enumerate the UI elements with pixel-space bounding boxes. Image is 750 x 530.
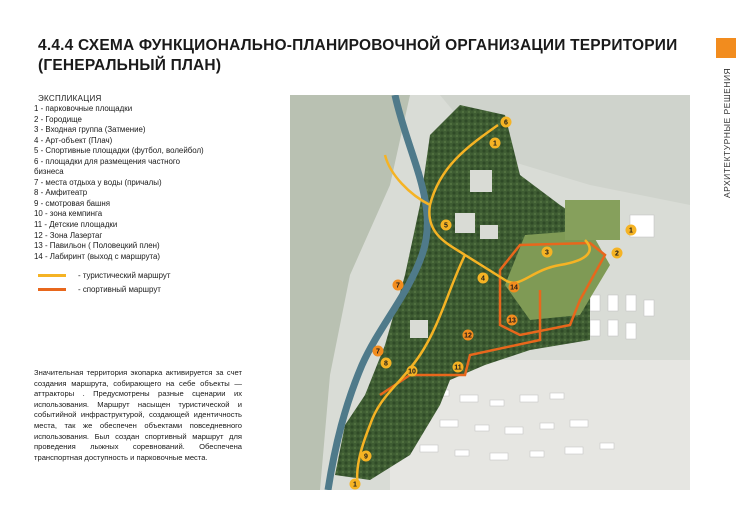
map-marker (453, 362, 464, 373)
legend-heading: ЭКСПЛИКАЦИЯ (38, 94, 102, 103)
legend-item: 14 - Лабиринт (выход с маршрута) (34, 251, 161, 261)
svg-text:4: 4 (481, 275, 485, 283)
map-marker (373, 346, 384, 357)
legend-item: 6 - площадки для размещения частного бизнеса (34, 156, 181, 177)
legend-item: 5 - Спортивные площадки (футбол, волейбол) (34, 146, 204, 156)
page-title-line-1: 4.4.4 СХЕМА ФУНКЦИОНАЛЬНО-ПЛАНИРОВОЧНОЙ ОРГАНИЗАЦИИ ТЕРРИТОРИИ (38, 37, 678, 54)
page-title-line-2: (ГЕНЕРАЛЬНЫЙ ПЛАН) (38, 57, 222, 74)
legend-list (34, 104, 264, 262)
page-title (38, 36, 678, 76)
legend-item: 1 - парковочные площадки (34, 104, 133, 113)
legend-route-tourist (38, 271, 170, 280)
svg-text:13: 13 (508, 317, 516, 325)
master-plan-map (290, 95, 690, 490)
legend-item: 11 - Детские площадки (34, 220, 118, 230)
svg-text:7: 7 (376, 348, 380, 356)
map-marker (441, 220, 452, 231)
svg-text:1: 1 (353, 481, 357, 489)
svg-text:5: 5 (444, 222, 448, 230)
sport-route-label: - спортивный маршрут (78, 285, 161, 294)
svg-text:7: 7 (396, 282, 400, 290)
map-marker (478, 273, 489, 284)
legend-route-sport (38, 285, 161, 294)
section-side-label: АРХИТЕКТУРНЫЕ РЕШЕНИЯ (722, 67, 732, 198)
map-marker (626, 225, 637, 236)
map-marker (501, 117, 512, 128)
description-text: Значительная территория экопарка активируется за счет создания маршрута, собирающего на себе объекты — аттракторы . Предусмотрены разные сценарии их использования. Маршрут насыщен туристической и событийной инфраструктурой, создающей идентичность места, так же обеспечен объектами повседневного использования. Был создан спортивный маршрут для проведения лыжных соревнований. Обеспечена транспортная доступность и парковочные места. (34, 368, 242, 462)
legend-item: 13 - Павильон ( Половецкий плен) (34, 241, 160, 251)
legend-item: 10 - зона кемпинга (34, 209, 103, 219)
svg-text:2: 2 (615, 250, 619, 258)
svg-text:11: 11 (454, 364, 462, 372)
svg-text:10: 10 (408, 368, 416, 376)
svg-text:6: 6 (504, 119, 508, 127)
svg-text:9: 9 (364, 453, 368, 461)
map-marker (381, 358, 392, 369)
legend-item: 8 - Амфитеатр (34, 188, 88, 198)
meadow-north (565, 200, 620, 240)
accent-square (716, 38, 736, 58)
legend-item: 9 - смотровая башня (34, 198, 111, 208)
svg-text:1: 1 (629, 227, 633, 235)
legend-item: 7 - места отдыха у воды (причалы) (34, 177, 162, 187)
svg-text:1: 1 (493, 140, 497, 148)
tourist-route-label: - туристический маршрут (78, 271, 171, 280)
map-marker (507, 315, 518, 326)
map-marker (407, 366, 418, 377)
svg-text:12: 12 (464, 332, 472, 340)
map-marker (509, 282, 520, 293)
map-marker (490, 138, 501, 149)
map-marker (542, 247, 553, 258)
legend-item: 12 - Зона Лазертаг (34, 230, 103, 240)
svg-text:14: 14 (510, 284, 518, 292)
legend-item: 4 - Арт-объект (Плач) (34, 135, 113, 145)
sport-route-swatch (38, 288, 66, 291)
tourist-route-swatch (38, 274, 66, 277)
legend-item: 3 - Входная группа (Затмение) (34, 125, 146, 135)
map-marker (463, 330, 474, 341)
map-marker (350, 479, 361, 490)
map-marker (361, 451, 372, 462)
map-marker (393, 280, 404, 291)
legend-item: 2 - Городище (34, 114, 82, 124)
svg-text:3: 3 (545, 249, 549, 257)
svg-text:8: 8 (384, 360, 388, 368)
map-marker (612, 248, 623, 259)
